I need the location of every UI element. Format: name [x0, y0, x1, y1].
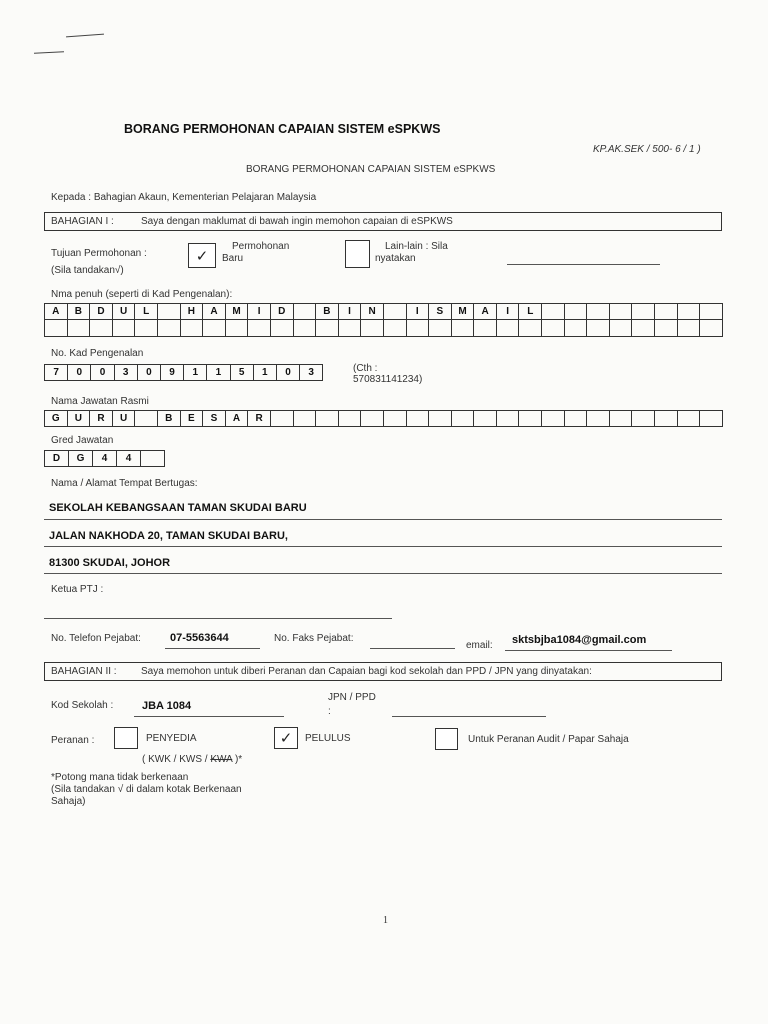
char-box[interactable] [587, 303, 610, 320]
char-box[interactable] [565, 410, 588, 427]
char-box[interactable]: R [90, 410, 113, 427]
email-label: email: [466, 640, 493, 651]
char-box[interactable] [497, 410, 520, 427]
char-box[interactable] [384, 303, 407, 320]
ic-label: No. Kad Pengenalan [51, 348, 144, 359]
char-box[interactable] [632, 303, 655, 320]
char-box[interactable] [542, 410, 565, 427]
char-box[interactable]: G [45, 410, 68, 427]
address-line-3: 81300 SKUDAI, JOHOR [49, 557, 171, 569]
char-box[interactable]: U [68, 410, 91, 427]
char-box[interactable]: D [45, 450, 69, 467]
char-box[interactable]: B [158, 410, 181, 427]
char-box[interactable] [339, 410, 362, 427]
char-box[interactable] [316, 410, 339, 427]
jpn-ppd-label: JPN / PPD [328, 692, 376, 703]
jpn-ppd-line[interactable] [392, 716, 546, 717]
char-box[interactable] [678, 303, 701, 320]
preparer-subtypes-struck: KWA [210, 754, 233, 765]
new-application-label-2: Baru [222, 253, 244, 264]
char-box[interactable] [203, 320, 226, 337]
char-box[interactable]: A [203, 303, 226, 320]
new-application-label-1: Permohonan [232, 241, 290, 252]
char-box[interactable] [339, 320, 362, 337]
char-box[interactable]: 3 [115, 364, 138, 381]
char-box[interactable] [655, 320, 678, 337]
full-name-row-2[interactable] [44, 320, 723, 337]
char-box[interactable] [113, 320, 136, 337]
role-label: Peranan : [51, 735, 95, 746]
char-box[interactable] [316, 320, 339, 337]
section-2-label: BAHAGIAN II : [51, 666, 117, 677]
char-box[interactable] [632, 410, 655, 427]
section-2-text: Saya memohon untuk diberi Peranan dan Capaian bagi kod sekolah dan PPD / JPN yang dinyatakan: [141, 666, 592, 677]
char-box[interactable] [226, 320, 249, 337]
char-box[interactable]: 1 [254, 364, 277, 381]
char-box[interactable] [632, 320, 655, 337]
char-box[interactable] [384, 410, 407, 427]
preparer-subtypes-c: )* [232, 754, 243, 765]
char-box[interactable]: U [113, 410, 136, 427]
grade-label: Gred Jawatan [51, 435, 114, 446]
char-box[interactable]: I [339, 303, 362, 320]
char-box[interactable] [271, 410, 294, 427]
char-box[interactable] [474, 410, 497, 427]
other-checkbox[interactable] [345, 240, 370, 268]
char-box[interactable]: 1 [184, 364, 207, 381]
char-box[interactable]: 4 [117, 450, 141, 467]
address-underline-3 [44, 573, 722, 574]
ic-example-2: 570831141234) [353, 374, 423, 385]
other-label-1: Lain-lain : Sila [385, 241, 448, 252]
preparer-subtypes [142, 754, 242, 765]
scan-mark [34, 51, 64, 54]
char-box[interactable] [429, 410, 452, 427]
approver-label: PELULUS [305, 733, 351, 744]
addressee: Kepada : Bahagian Akaun, Kementerian Pelajaran Malaysia [51, 192, 317, 203]
char-box[interactable] [587, 320, 610, 337]
preparer-subtypes-a: ( KWK / KWS / [142, 754, 211, 765]
approver-checkbox[interactable] [274, 727, 298, 749]
char-box[interactable]: A [474, 303, 497, 320]
other-specify-line[interactable] [507, 264, 660, 265]
preparer-checkbox[interactable] [114, 727, 138, 749]
tick-note: (Sila tandakan√) [51, 265, 124, 276]
check-mark-icon: ✓ [279, 730, 293, 747]
char-box[interactable]: S [429, 303, 452, 320]
char-box[interactable]: H [181, 303, 204, 320]
position-boxes[interactable] [44, 410, 723, 427]
scan-mark [66, 34, 104, 38]
audit-label: Untuk Peranan Audit / Papar Sahaja [468, 734, 629, 745]
char-box[interactable]: G [69, 450, 93, 467]
char-box[interactable] [135, 320, 158, 337]
char-box[interactable] [700, 303, 723, 320]
char-box[interactable]: M [226, 303, 249, 320]
fax-line[interactable] [370, 648, 455, 649]
head-ptj-line[interactable] [44, 618, 392, 619]
full-name-row-1[interactable] [44, 303, 723, 320]
footnote-3: Sahaja) [51, 796, 86, 807]
char-box[interactable]: L [519, 303, 542, 320]
jpn-ppd-colon: : [328, 706, 331, 717]
address-line-1: SEKOLAH KEBANGSAAN TAMAN SKUDAI BARU [49, 502, 307, 514]
char-box[interactable] [678, 410, 701, 427]
phone-label: No. Telefon Pejabat: [51, 633, 141, 644]
fax-label: No. Faks Pejabat: [274, 633, 354, 644]
purpose-label: Tujuan Permohonan : [51, 248, 147, 259]
char-box[interactable] [655, 410, 678, 427]
char-box[interactable] [361, 410, 384, 427]
char-box[interactable] [519, 320, 542, 337]
char-box[interactable] [610, 410, 633, 427]
ic-number-boxes[interactable] [44, 364, 323, 381]
char-box[interactable] [407, 320, 430, 337]
char-box[interactable] [519, 410, 542, 427]
page-number: 1 [383, 915, 388, 926]
ic-example-1: (Cth : [353, 363, 378, 374]
reference-code: KP.AK.SEK / 500- 6 / 1 ) [593, 144, 701, 155]
char-box[interactable]: I [497, 303, 520, 320]
full-name-label: Nma penuh (seperti di Kad Pengenalan): [51, 289, 233, 300]
char-box[interactable] [678, 320, 701, 337]
char-box[interactable] [68, 320, 91, 337]
char-box[interactable] [384, 320, 407, 337]
email-value: sktsbjba1084@gmail.com [512, 634, 647, 646]
address-line-2: JALAN NAKHODA 20, TAMAN SKUDAI BARU, [49, 530, 288, 542]
char-box[interactable]: 0 [91, 364, 114, 381]
char-box[interactable] [294, 410, 317, 427]
school-code-value: JBA 1084 [142, 700, 192, 712]
char-box[interactable]: B [68, 303, 91, 320]
char-box[interactable] [45, 320, 68, 337]
grade-boxes[interactable] [44, 450, 165, 467]
section-2-header [44, 662, 722, 681]
char-box[interactable]: A [226, 410, 249, 427]
char-box[interactable]: 0 [68, 364, 91, 381]
char-box[interactable] [361, 320, 384, 337]
char-box[interactable] [542, 320, 565, 337]
char-box[interactable] [90, 320, 113, 337]
char-box[interactable] [610, 320, 633, 337]
preparer-label: PENYEDIA [146, 733, 197, 744]
char-box[interactable] [452, 320, 475, 337]
char-box[interactable] [655, 303, 678, 320]
char-box[interactable]: 5 [231, 364, 254, 381]
head-ptj-label: Ketua PTJ : [51, 584, 104, 595]
phone-underline [165, 648, 260, 649]
char-box[interactable] [497, 320, 520, 337]
new-application-checkbox[interactable] [188, 243, 216, 268]
section-1-label: BAHAGIAN I : [51, 216, 114, 227]
address-underline-2 [44, 546, 722, 547]
char-box[interactable] [452, 410, 475, 427]
char-box[interactable] [587, 410, 610, 427]
char-box[interactable]: 1 [207, 364, 230, 381]
char-box[interactable]: 4 [93, 450, 117, 467]
char-box[interactable]: S [203, 410, 226, 427]
char-box[interactable] [248, 320, 271, 337]
char-box[interactable]: D [90, 303, 113, 320]
char-box[interactable]: E [181, 410, 204, 427]
char-box[interactable] [610, 303, 633, 320]
char-box[interactable] [474, 320, 497, 337]
char-box[interactable] [407, 410, 430, 427]
audit-checkbox[interactable] [435, 728, 458, 750]
char-box[interactable] [158, 320, 181, 337]
check-mark-icon: ✓ [195, 247, 209, 265]
other-label-2: nyatakan [375, 253, 416, 264]
char-box[interactable] [294, 320, 317, 337]
school-code-label: Kod Sekolah : [51, 700, 114, 711]
form-subtitle: BORANG PERMOHONAN CAPAIAN SISTEM eSPKWS [246, 164, 496, 175]
char-box[interactable] [181, 320, 204, 337]
char-box[interactable]: I [248, 303, 271, 320]
char-box[interactable]: B [316, 303, 339, 320]
char-box[interactable] [158, 303, 181, 320]
school-code-underline [134, 716, 284, 717]
char-box[interactable]: L [135, 303, 158, 320]
email-underline [505, 650, 672, 651]
char-box[interactable]: 7 [45, 364, 68, 381]
address-underline-1 [44, 519, 722, 520]
page-title: BORANG PERMOHONAN CAPAIAN SISTEM eSPKWS [124, 122, 441, 136]
char-box[interactable] [141, 450, 165, 467]
char-box[interactable]: U [113, 303, 136, 320]
char-box[interactable]: 9 [161, 364, 184, 381]
section-1-header [44, 212, 722, 231]
char-box[interactable]: D [271, 303, 294, 320]
char-box[interactable] [700, 410, 723, 427]
char-box[interactable]: R [248, 410, 271, 427]
char-box[interactable] [271, 320, 294, 337]
footnote-1: *Potong mana tidak berkenaan [51, 772, 189, 783]
char-box[interactable]: 3 [300, 364, 323, 381]
char-box[interactable]: 0 [138, 364, 161, 381]
char-box[interactable] [700, 320, 723, 337]
char-box[interactable] [565, 303, 588, 320]
phone-value: 07-5563644 [170, 632, 229, 644]
footnote-2: (Sila tandakan √ di dalam kotak Berkenaan [51, 784, 242, 795]
char-box[interactable] [135, 410, 158, 427]
char-box[interactable]: I [407, 303, 430, 320]
char-box[interactable] [294, 303, 317, 320]
section-1-text: Saya dengan maklumat di bawah ingin memohon capaian di eSPKWS [141, 216, 453, 227]
char-box[interactable] [565, 320, 588, 337]
char-box[interactable]: A [45, 303, 68, 320]
address-label: Nama / Alamat Tempat Bertugas: [51, 478, 198, 489]
char-box[interactable] [542, 303, 565, 320]
char-box[interactable]: N [361, 303, 384, 320]
char-box[interactable]: 0 [277, 364, 300, 381]
position-label: Nama Jawatan Rasmi [51, 396, 149, 407]
char-box[interactable] [429, 320, 452, 337]
char-box[interactable]: M [452, 303, 475, 320]
